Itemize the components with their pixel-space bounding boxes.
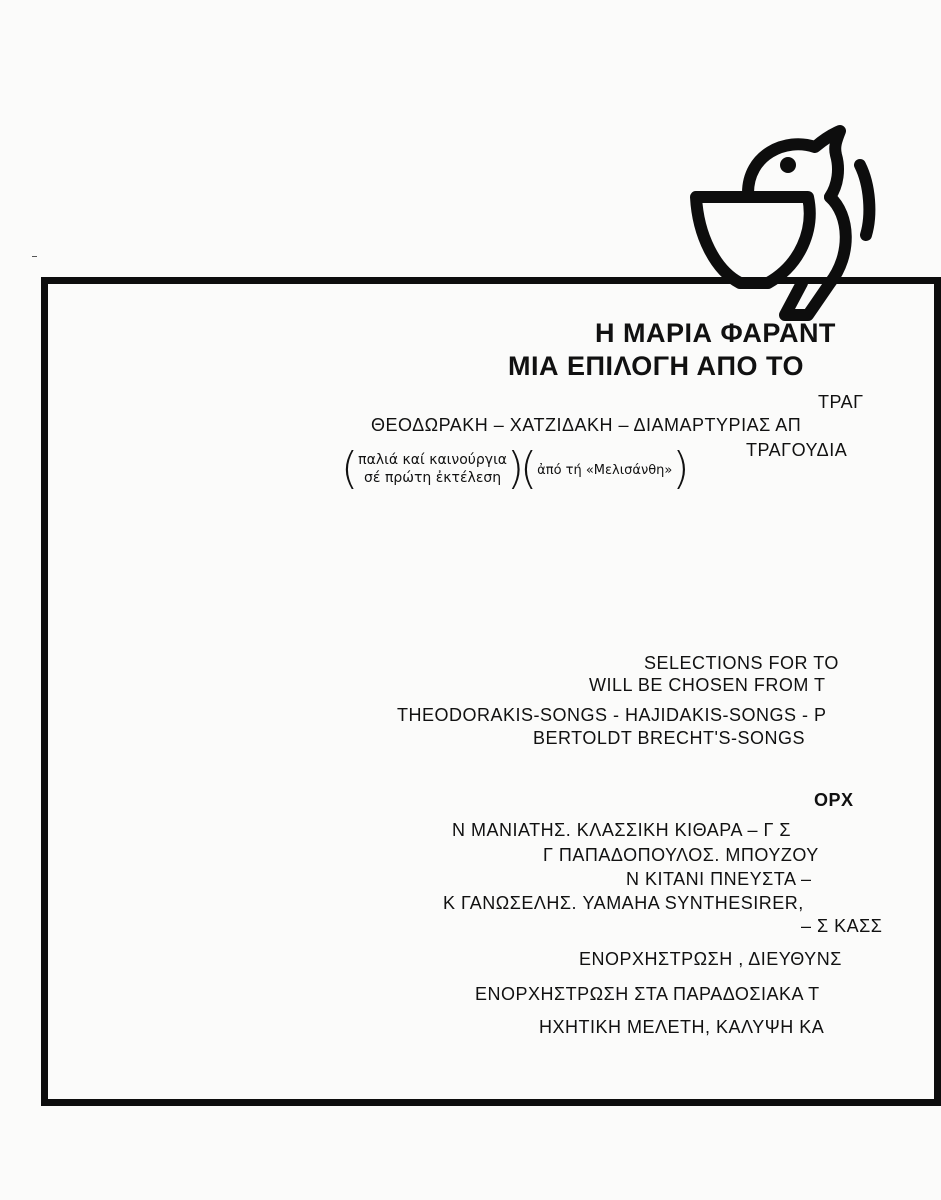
parenthetical-second-text: ἀπό τή «Μελισάνθη»: [537, 463, 673, 478]
parenthetical-first-text: [358, 451, 507, 487]
title-line-1: Η ΜΑΡΙΑ ΦΑΡΑΝΤ: [595, 318, 836, 348]
close-paren: ): [507, 443, 525, 494]
parenthetical-first-line-2: σέ πρώτη ἐκτέλεση: [364, 470, 502, 486]
orchestra-line-8: ΗΧΗΤΙΚΗ ΜΕΛΕΤΗ, ΚΑΛΥΨΗ ΚΑ: [539, 1017, 825, 1037]
english-line-1: SELECTIONS FOR TO: [644, 653, 839, 673]
parenthetical-first-line-1: παλιά καί καινούργια: [358, 452, 508, 468]
stray-mark: [32, 256, 37, 257]
parenthetical-first: [341, 443, 525, 494]
orchestra-line-1: Ν ΜΑΝΙΑΤΗΣ. ΚΛΑΣΣΙΚΗ ΚΙΘΑΡΑ – Γ Σ: [452, 820, 792, 840]
english-line-2: WILL BE CHOSEN FROM T: [589, 675, 826, 695]
open-paren: (: [341, 443, 359, 494]
orchestra-line-7: ΕΝΟΡΧΗΣΤΡΩΣΗ ΣΤΑ ΠΑΡΑΔΟΣΙΑΚΑ Τ: [475, 984, 820, 1004]
greek-subtitle-line-1: ΤΡΑΓ: [818, 392, 864, 412]
english-line-4: BERTOLDT BRECHT'S-SONGS: [533, 728, 805, 748]
orchestra-line-2: Γ ΠΑΠΑΔΟΠΟΥΛΟΣ. ΜΠΟΥΖΟΥ: [543, 845, 819, 865]
parenthetical-second: [520, 443, 690, 494]
orchestra-line-5: – Σ ΚΑΣΣ: [801, 916, 883, 936]
title-line-2: ΜΙΑ ΕΠΙΛΟΓΗ ΑΠΟ ΤΟ: [508, 351, 805, 381]
orchestra-line-3: Ν ΚΙΤΑΝΙ ΠΝΕΥΣΤΑ –: [626, 869, 812, 889]
orchestra-line-6: ΕΝΟΡΧΗΣΤΡΩΣΗ , ΔΙΕΥΘΥΝΣ: [579, 949, 842, 969]
english-line-3: THEODORAKIS-SONGS - HAJIDAKIS-SONGS - P: [397, 705, 827, 725]
orchestra-heading: ΟΡΧ: [814, 790, 854, 810]
greek-subtitle-line-2: ΘΕΟΔΩΡΑΚΗ – ΧΑΤΖΙΔΑΚΗ – ΔΙΑΜΑΡΤΥΡΙΑΣ ΑΠ: [371, 415, 802, 435]
open-paren: (: [520, 443, 538, 494]
orchestra-line-4: Κ ΓΑΝΩΣΕΛΗΣ. YAMAHA SYNTHESIRER,: [443, 893, 804, 913]
greek-subtitle-line-3: ΤΡΑΓΟΥΔΙΑ: [746, 440, 848, 460]
close-paren: ): [672, 443, 690, 494]
